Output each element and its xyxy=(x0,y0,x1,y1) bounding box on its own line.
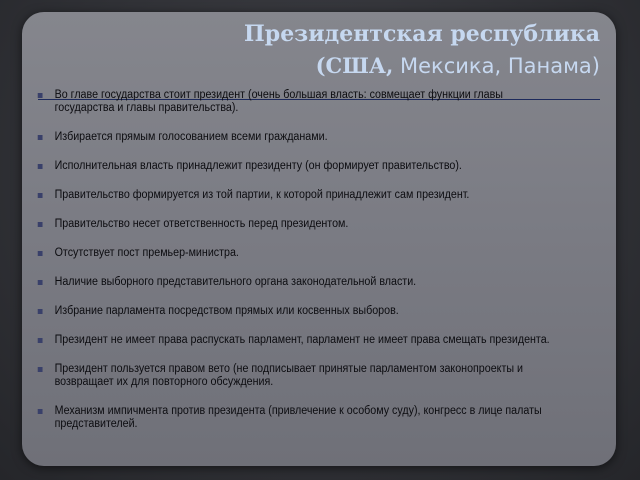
bullet-item xyxy=(36,89,557,115)
bullet-icon xyxy=(38,164,43,169)
bullet-icon xyxy=(38,309,43,314)
bullet-icon xyxy=(38,251,43,256)
bullet-text: Отсутствует пост премьер-министра. xyxy=(54,247,239,259)
bullet-text: Президент не имеет права распускать парламент, парламент не имеет права смещать президента. xyxy=(54,334,550,346)
bullet-text: Механизм импичмента против президента (привлечение к особому суду), конгресс в лице палаты представителей. xyxy=(54,405,542,430)
bullet-text: Избрание парламента посредством прямых или косвенных выборов. xyxy=(54,305,399,317)
bullet-text: Избирается прямым голосованием всеми гражданами. xyxy=(54,131,328,143)
bullet-item xyxy=(36,363,557,389)
bullet-text: Во главе государства стоит президент (очень большая власть: совмещает функции главы государства и главы правительства). xyxy=(54,89,503,114)
title-countries: Мексика, Панама) xyxy=(393,54,600,78)
bullet-item xyxy=(36,405,557,431)
title-line-1: Президентская республика xyxy=(244,21,600,47)
bullet-icon xyxy=(38,409,43,414)
bullet-icon xyxy=(38,135,43,140)
bullet-item xyxy=(36,334,557,347)
bullet-item xyxy=(36,160,557,173)
bullet-item xyxy=(36,131,557,144)
bullet-text: Правительство формируется из той партии, к которой принадлежит сам президент. xyxy=(54,189,470,201)
bullet-icon xyxy=(38,222,43,227)
bullet-text: Правительство несет ответственность перед президентом. xyxy=(54,218,349,230)
slide-title xyxy=(180,18,600,82)
bullet-icon xyxy=(38,280,43,285)
bullet-icon xyxy=(38,367,43,372)
bullet-text: Исполнительная власть принадлежит президенту (он формирует правительство). xyxy=(54,160,462,172)
bullet-icon xyxy=(38,338,43,343)
bullet-item xyxy=(36,218,557,231)
bullet-text: Президент пользуется правом вето (не подписывает принятые парламентом законопроекты и возвращает их для повторного обсуждения. xyxy=(54,363,523,388)
bullet-icon xyxy=(38,93,43,98)
bullet-item xyxy=(36,305,557,318)
bullet-item xyxy=(36,189,557,202)
bullet-list xyxy=(36,89,596,447)
title-line-2 xyxy=(180,50,600,82)
bullet-item xyxy=(36,247,557,260)
bullet-text: Наличие выборного представительного органа законодательной власти. xyxy=(54,276,417,288)
bullet-icon xyxy=(38,193,43,198)
bullet-item xyxy=(36,276,557,289)
title-usa: (США, xyxy=(315,53,394,78)
